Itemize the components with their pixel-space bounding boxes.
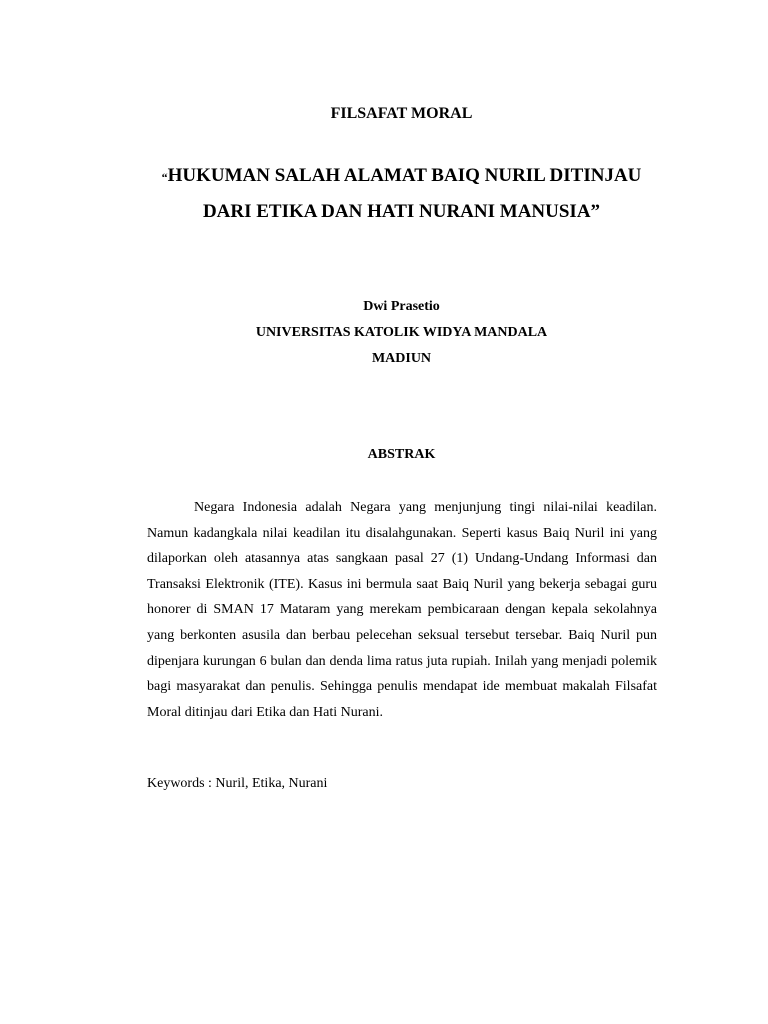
paper-title-text: HUKUMAN SALAH ALAMAT BAIQ NURIL DITINJAU DARI ETIKA DAN HATI NURANI MANUSIA”	[167, 165, 642, 222]
paper-title	[150, 159, 653, 229]
paper-title-open-quote: “	[161, 170, 168, 184]
institution-name: UNIVERSITAS KATOLIK WIDYA MANDALA	[255, 325, 548, 340]
course-title: FILSAFAT MORAL	[330, 105, 473, 122]
author-name: Dwi Prasetio	[363, 299, 440, 314]
abstract-heading: ABSTRAK	[367, 447, 436, 462]
abstract-body: Negara Indonesia adalah Negara yang menjunjung tingi nilai-nilai keadilan. Namun kadangkala nilai keadilan itu disalahgunakan. Seperti kasus Baiq Nuril ini yang dilaporkan oleh atasannya atas sangkaan pasal 27 (1) Undang-Undang Informasi dan Transaksi Elektronik (ITE). Kasus ini bermula saat Baiq Nuril yang bekerja sebagai guru honorer di SMAN 17 Mataram yang merekam pembicaraan dengan kepala sekolahnya yang berkonten asusila dan berbau pelecehan seksual tersebut tersebar. Baiq Nuril pun dipenjara kurungan 6 bulan dan denda lima ratus juta rupiah. Inilah yang menjadi polemik bagi masyarakat dan penulis. Sehingga penulis mendapat ide membuat makalah Filsafat Moral ditinjau dari Etika dan Hati Nurani.	[147, 500, 657, 720]
author-block	[0, 294, 768, 372]
keywords: Keywords : Nuril, Etika, Nurani	[147, 776, 328, 791]
institution-city: MADIUN	[371, 351, 432, 366]
